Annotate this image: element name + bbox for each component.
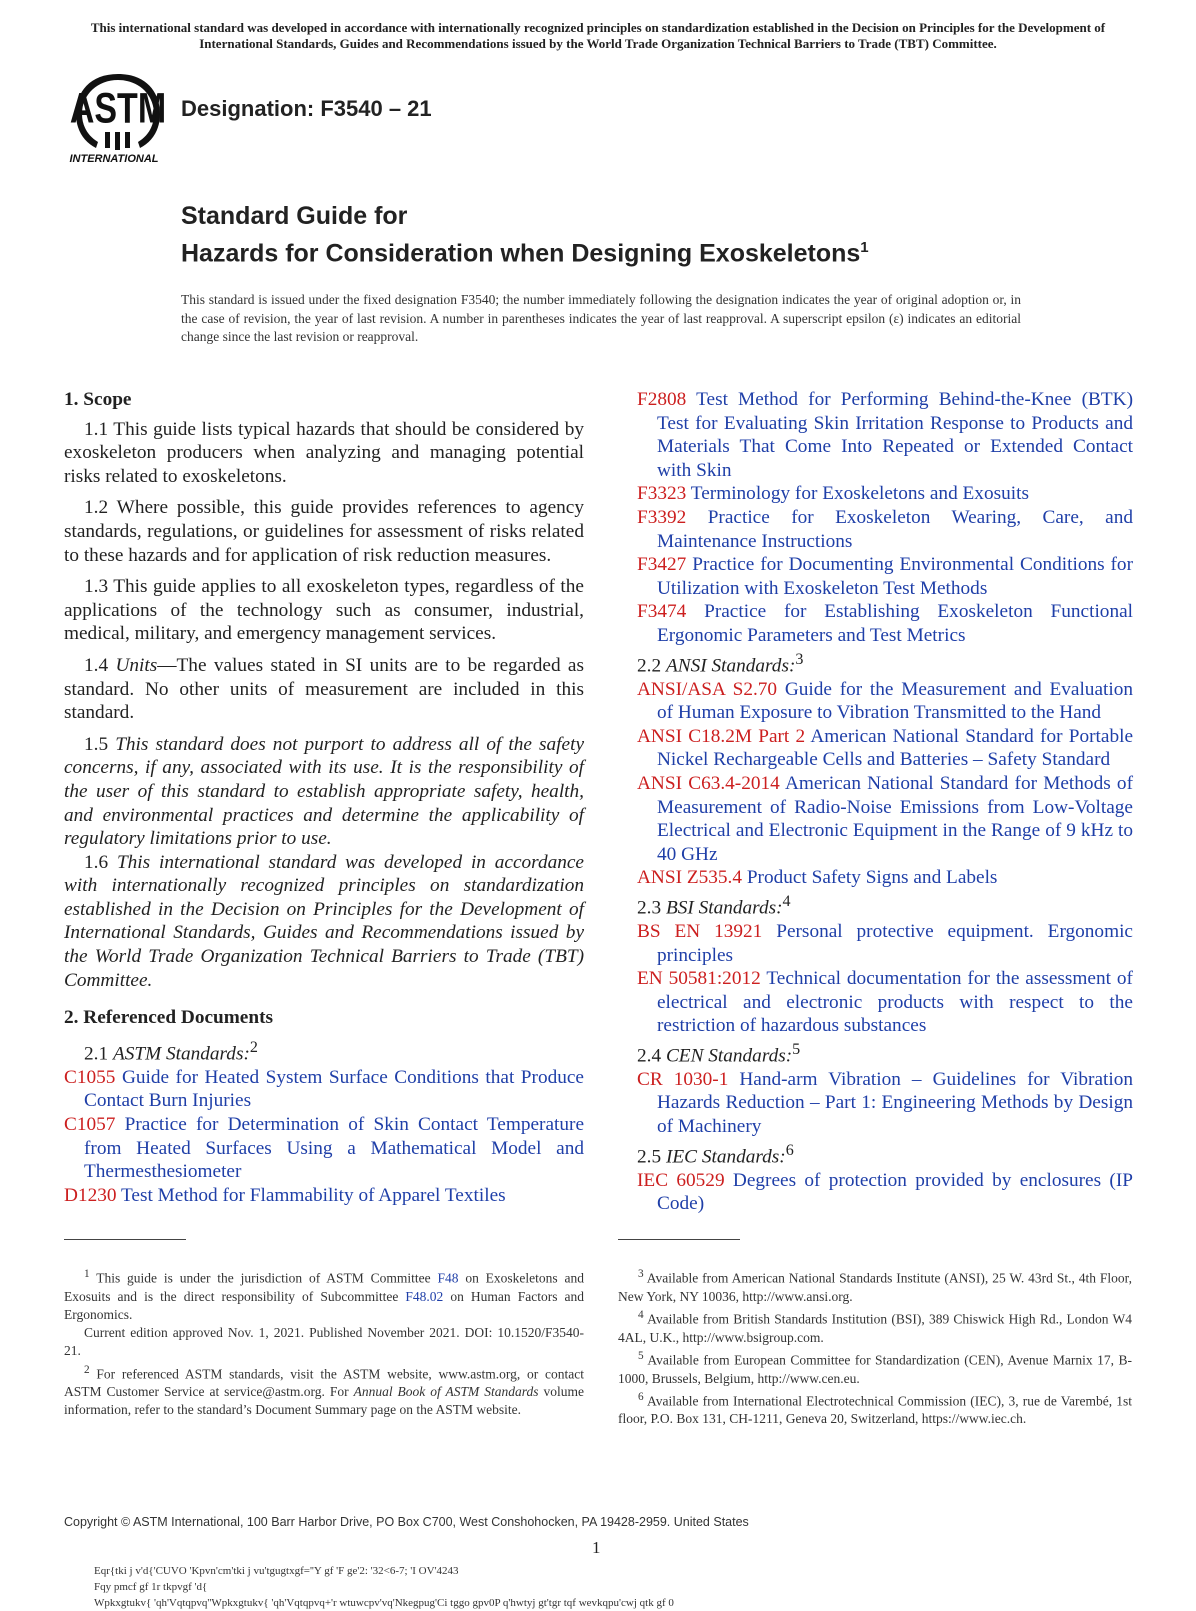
footnote-1: $^1$ This guide is under the jurisdiction of ASTM Committee F48 on Exoskeletons and Exosuits and is the direct responsibility of Subcommittee F48.02 on Human Factors and Ergonomics.	[64, 1268, 584, 1322]
trade-notice: This international standard was developed in accordance with internationally recognized principles on standardization established in the Decision on Principles for the Development of International Standards, Guides and Recommendations issued by the World Trade Organization Technical Barriers to Trade (TBT) Committee.	[90, 20, 1106, 51]
footnote-6: $^6$ Available from International Electrotechnical Commission (IEC), 3, rue de Varembé, 1st floor, P.O. Box 131, CH-1211, Geneva 20, Switzerland, https://www.iec.ch.	[618, 1390, 1132, 1427]
ref-iec-60529[interactable]: IEC 60529 Degrees of protection provided by enclosures (IP Code)	[637, 1169, 1133, 1215]
ref-f3392[interactable]: F3392 Practice for Exoskeleton Wearing, Care, and Maintenance Instructions	[637, 506, 1133, 552]
designation: Designation: F3540 – 21	[181, 96, 432, 121]
svg-text:ASTM: ASTM	[69, 84, 167, 133]
preamble: This standard is issued under the fixed designation F3540; the number immediately following the designation indicates the year of original adoption or, in the case of revision, the year of last revision. A number in parentheses indicates the year of last reapproval. A superscript epsilon (ε) indicates an editorial change since the last revision or reapproval.	[181, 292, 1021, 344]
scope-1-2: 1.2 Where possible, this guide provides references to agency standards, regulations, or guidelines for assessment of risks related to these hazards and for application of risk reduction measures.	[64, 497, 584, 566]
footnote-edition: Current edition approved Nov. 1, 2021. Published November 2021. DOI: 10.1520/F3540-21.	[64, 1325, 584, 1359]
link-f48-02[interactable]: F48.02	[405, 1288, 444, 1304]
title-line-2: Hazards for Consideration when Designing Exoskeletons$^1$	[181, 239, 869, 268]
ref-f3474[interactable]: F3474 Practice for Establishing Exoskeleton Functional Ergonomic Parameters and Test Metrics	[637, 601, 1133, 646]
footnotes-left	[64, 1265, 584, 1420]
footnotes-right	[618, 1265, 1132, 1429]
copyright: Copyright © ASTM International, 100 Barr Harbor Drive, PO Box C700, West Conshohocken, PA 19428-2959. United States	[64, 1515, 749, 1529]
document-title	[181, 200, 869, 269]
ref-bs-en-13921[interactable]: BS EN 13921 Personal protective equipment. Ergonomic principles	[637, 920, 1133, 966]
footnote-2: $^2$ For referenced ASTM standards, visit the ASTM website, www.astm.org, or contact ASTM Customer Service at service@astm.org. For Annual Book of ASTM Standards volume information, refer to the standard’s Document Summary page on the ASTM website.	[64, 1363, 585, 1418]
ref-ansi-c18-2m[interactable]: ANSI C18.2M Part 2 American National Standard for Portable Nickel Rechargeable Cells and Batteries – Safety Standard	[637, 725, 1134, 771]
scope-1-4: 1.4 Units—The values stated in SI units are to be regarded as standard. No other units of measurement are included in this standard.	[64, 654, 584, 724]
title-line-1: Standard Guide for	[181, 202, 408, 230]
ref-ansi-s2-70[interactable]: ANSI/ASA S2.70 Guide for the Measurement and Evaluation of Human Exposure to Vibration Transmitted to the Hand	[637, 678, 1133, 724]
ansi-standards-label: 2.2 ANSI Standards:$^3$	[637, 650, 804, 676]
cen-standards-label: 2.4 CEN Standards:$^5$	[637, 1040, 801, 1067]
astm-logo	[68, 70, 168, 166]
watermark-line-3: Wpkxgtukv{ 'qh'Vqtqpvq''Wpkxgtukv{ 'qh'Vqtqpvq+'r wtuwcpv'vq'Nkegpug'Ci tggo gpv0P q'hwtyj gt'tgr tqf wevkqpu'cwj qtk gf 0	[94, 1597, 674, 1609]
ref-f3427[interactable]: F3427 Practice for Documenting Environmental Conditions for Utilization with Exoskeleton Test Methods	[637, 554, 1133, 599]
scope-heading: 1. Scope	[64, 389, 132, 410]
scope-1-5: 1.5 This standard does not purport to address all of the safety concerns, if any, associated with its use. It is the responsibility of the user of this standard to establish appropriate safety, health, and environmental practices and determine the applicability of regulatory limitations prior to use.	[64, 733, 584, 850]
bsi-standards-label: 2.3 BSI Standards:$^4$	[637, 892, 791, 919]
watermark-line-2: Fqy pmcf gf 1r tkpvgf 'd{	[94, 1581, 208, 1593]
link-f48[interactable]: F48	[437, 1270, 459, 1286]
scope-1-1: 1.1 This guide lists typical hazards that should be considered by exoskeleton producers when analyzing and managing potential risks related to exoskeletons.	[64, 418, 584, 487]
iec-standards-label: 2.5 IEC Standards:$^6$	[637, 1141, 794, 1168]
left-column	[64, 388, 584, 1207]
ref-f2808[interactable]: F2808 Test Method for Performing Behind-the-Knee (BTK) Test for Evaluating Skin Irritation Response to Products and Materials That Come Into Repeated or Extended Contact with Skin	[637, 389, 1133, 481]
astm-standards-label: 2.1 ASTM Standards:$^2$	[84, 1038, 258, 1065]
refdocs-heading: 2. Referenced Documents	[64, 1007, 274, 1029]
footnote-rule-left	[64, 1239, 186, 1240]
svg-text:INTERNATIONAL: INTERNATIONAL	[69, 153, 159, 165]
ref-d1230[interactable]: D1230 Test Method for Flammability of Apparel Textiles	[64, 1184, 506, 1206]
watermark-line-1: Eqr{tki j v'd{'CUVO 'Kpvn'cm'tki j vu'tgugtxgf=''Y gf 'F ge'2: '32<6-7; 'I OV'4243	[94, 1565, 459, 1577]
ref-c1057[interactable]: C1057 Practice for Determination of Skin Contact Temperature from Heated Surfaces Using a Mathematical Model and Thermesthesiometer	[64, 1114, 585, 1183]
page-number: 1	[592, 1538, 601, 1557]
ref-en-50581[interactable]: EN 50581:2012 Technical documentation for the assessment of electrical and electronic products with respect to the restriction of hazardous substances	[637, 968, 1133, 1037]
ref-ansi-z535-4[interactable]: ANSI Z535.4 Product Safety Signs and Labels	[637, 867, 998, 889]
ref-ansi-c63-4[interactable]: ANSI C63.4-2014 American National Standard for Methods of Measurement of Radio-Noise Emissions from Low-Voltage Electrical and Electronic Equipment in the Range of 9 kHz to 40 GHz	[637, 772, 1133, 865]
footnote-rule-right	[618, 1239, 740, 1240]
footnote-3: $^3$ Available from American National Standards Institute (ANSI), 25 W. 43rd St., 4th Floor, New York, NY 10036, http://www.ansi.org.	[618, 1268, 1132, 1304]
license-watermark	[94, 1563, 674, 1611]
scope-1-6: 1.6 This international standard was developed in accordance with internationally recognized principles on standardization established in the Decision on Principles for the Development of International Standards, Guides and Recommendations issued by the World Trade Organization Technical Barriers to Trade (TBT) Committee.	[64, 851, 584, 991]
ref-cr-1030-1[interactable]: CR 1030-1 Hand-arm Vibration – Guidelines for Vibration Hazards Reduction – Part 1: Engineering Methods by Design of Machinery	[637, 1068, 1134, 1138]
ref-c1055[interactable]: C1055 Guide for Heated System Surface Conditions that Produce Contact Burn Injuries	[64, 1066, 584, 1112]
right-column	[637, 388, 1133, 1216]
scope-1-3: 1.3 This guide applies to all exoskeleton types, regardless of the applications of the technology such as consumer, industrial, medical, military, and emergency management services.	[64, 576, 584, 645]
footnote-5: $^5$ Available from European Committee for Standardization (CEN), Avenue Marnix 17, B-1000, Brussels, Belgium, http://www.cen.eu.	[618, 1349, 1132, 1386]
footnote-4: $^4$ Available from British Standards Institution (BSI), 389 Chiswick High Rd., London W4 4AL, U.K., http://www.bsigroup.com.	[618, 1308, 1132, 1345]
ref-f3323[interactable]: F3323 Terminology for Exoskeletons and Exosuits	[637, 483, 1029, 505]
